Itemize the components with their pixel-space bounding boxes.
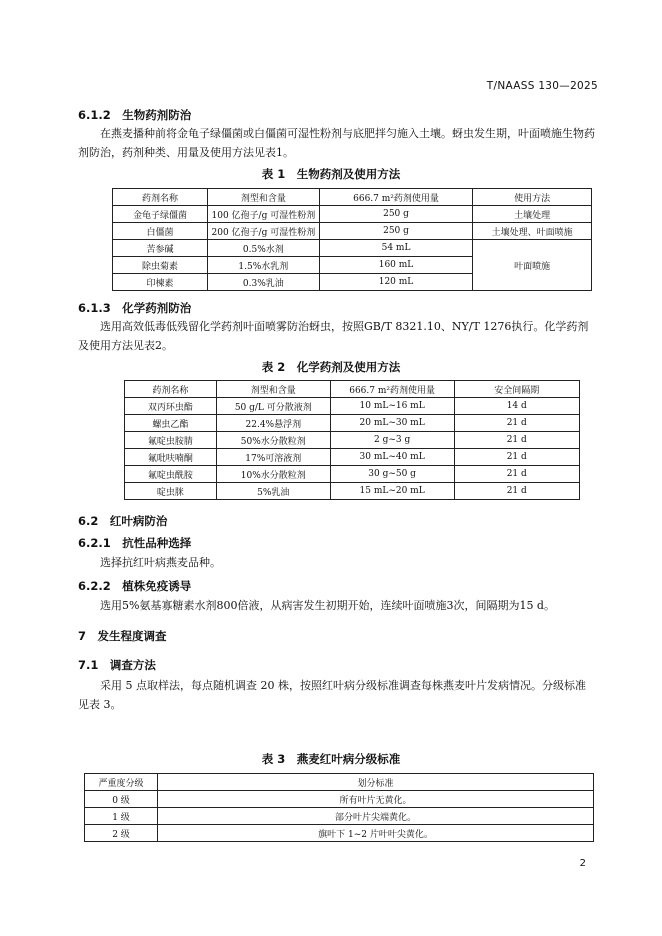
section-paragraph-6-2-1: 选择抗红叶病燕麦品种。 (100, 556, 221, 569)
table-cell: 苦参碱 (113, 240, 208, 257)
table-row (85, 808, 594, 825)
table-cell: 双丙环虫酯 (125, 398, 217, 415)
table1 (112, 188, 592, 291)
table-row (113, 240, 592, 257)
table-cell: 250 g (319, 223, 472, 240)
table-header-cell: 划分标准 (158, 774, 594, 791)
table-header-cell: 剂型和含量 (216, 381, 330, 398)
table-cell: 所有叶片无黄化。 (158, 791, 594, 808)
table-cell: 白僵菌 (113, 223, 208, 240)
section-heading-7: 7 发生程度调查 (78, 629, 167, 643)
section-heading-6-1-2: 6.1.2 生物药剂防治 (78, 108, 192, 122)
table-cell: 氟吡呋喃酮 (125, 449, 217, 466)
table-cell: 30 g~50 g (330, 466, 454, 483)
table-cell: 土壤处理 (473, 206, 592, 223)
table-cell: 21 d (454, 415, 580, 432)
table-header-cell: 666.7 m²药剂使用量 (330, 381, 454, 398)
table-cell: 土壤处理、叶面喷施 (473, 223, 592, 240)
table-row (85, 791, 594, 808)
table-cell: 0 级 (85, 791, 158, 808)
table-cell: 250 g (319, 206, 472, 223)
table-header-cell: 严重度分级 (85, 774, 158, 791)
table-cell: 50 g/L 可分散液剂 (216, 398, 330, 415)
table-cell: 除虫菊素 (113, 257, 208, 274)
table-row (113, 223, 592, 240)
table-header-cell: 安全间隔期 (454, 381, 580, 398)
table-cell: 22.4%悬浮剂 (216, 415, 330, 432)
section-paragraph-7-1: 采用 5 点取样法，每点随机调查 20 株，按照红叶病分级标准调查每株燕麦叶片发病情况。分级标准见表 3。 (78, 679, 586, 711)
table-cell: 50%水分散粒剂 (216, 432, 330, 449)
table-cell: 17%可溶液剂 (216, 449, 330, 466)
table-header-cell: 使用方法 (473, 189, 592, 206)
table2 (124, 380, 580, 500)
table-row (125, 415, 580, 432)
section-paragraph-6-2-2: 选用5%氨基寡糖素水剂800倍液，从病害发生初期开始，连续叶面喷施3次，间隔期为15 d。 (100, 599, 555, 612)
table1-caption: 表 1 生物药剂及使用方法 (261, 167, 401, 181)
table-row (125, 398, 580, 415)
table-cell: 0.5%水剂 (207, 240, 319, 257)
section-paragraph-6-1-3: 选用高效低毒低残留化学药剂叶面喷雾防治蚜虫，按照GB/T 8321.10、NY/T 1276执行。化学药剂及使用方法见表2。 (78, 320, 589, 352)
table-cell: 14 d (454, 398, 580, 415)
section-heading-6-2-1: 6.2.1 抗性品种选择 (78, 536, 192, 550)
table-cell: 200 亿孢子/g 可湿性粉剂 (207, 223, 319, 240)
section-heading-7-1: 7.1 调查方法 (78, 658, 156, 672)
table3 (84, 773, 594, 842)
table-cell-merged: 叶面喷施 (473, 240, 592, 291)
section-paragraph-6-1-2: 在燕麦播种前将金龟子绿僵菌或白僵菌可湿性粉剂与底肥拌匀施入土壤。蚜虫发生期，叶面喷施生物药剂防治，药剂种类、用量及使用方法见表1。 (78, 127, 595, 159)
table-cell: 1 级 (85, 808, 158, 825)
table-header-cell: 药剂名称 (113, 189, 208, 206)
table-cell: 氟啶虫胺腈 (125, 432, 217, 449)
table-cell: 1.5%水乳剂 (207, 257, 319, 274)
table-cell: 21 d (454, 432, 580, 449)
table-cell: 印楝素 (113, 274, 208, 291)
table-cell: 10 mL~16 mL (330, 398, 454, 415)
section-heading-6-2: 6.2 红叶病防治 (78, 514, 168, 528)
table-row (85, 825, 594, 842)
table-cell: 0.3%乳油 (207, 274, 319, 291)
table-header-row (85, 774, 594, 791)
table-cell: 旗叶下 1~2 片叶叶尖黄化。 (158, 825, 594, 842)
table-cell: 20 mL~30 mL (330, 415, 454, 432)
table-cell: 21 d (454, 466, 580, 483)
table-cell: 54 mL (319, 240, 472, 257)
table-cell: 21 d (454, 483, 580, 500)
table-cell: 啶虫脒 (125, 483, 217, 500)
table3-caption: 表 3 燕麦红叶病分级标准 (261, 752, 401, 766)
document-code: T/NAASS 130—2025 (486, 80, 598, 92)
table-cell: 30 mL~40 mL (330, 449, 454, 466)
table-cell: 氟啶虫酰胺 (125, 466, 217, 483)
table-header-cell: 药剂名称 (125, 381, 217, 398)
section-heading-6-2-2: 6.2.2 植株免疫诱导 (78, 579, 192, 593)
table-header-row (125, 381, 580, 398)
table-cell: 10%水分散粒剂 (216, 466, 330, 483)
table-row (113, 206, 592, 223)
table-header-row (113, 189, 592, 206)
section-heading-6-1-3: 6.1.3 化学药剂防治 (78, 301, 192, 315)
table-row (125, 432, 580, 449)
table-cell: 金龟子绿僵菌 (113, 206, 208, 223)
table2-caption: 表 2 化学药剂及使用方法 (261, 360, 401, 374)
table-cell: 100 亿孢子/g 可湿性粉剂 (207, 206, 319, 223)
table-row (125, 466, 580, 483)
table-cell: 5%乳油 (216, 483, 330, 500)
table-cell: 15 mL~20 mL (330, 483, 454, 500)
table-row (125, 449, 580, 466)
table-header-cell: 剂型和含量 (207, 189, 319, 206)
table-cell: 2 级 (85, 825, 158, 842)
table-cell: 部分叶片尖端黄化。 (158, 808, 594, 825)
table-cell: 160 mL (319, 257, 472, 274)
table-row (125, 483, 580, 500)
table-header-cell: 666.7 m²药剂使用量 (319, 189, 472, 206)
table-cell: 120 mL (319, 274, 472, 291)
table-cell: 螺虫乙酯 (125, 415, 217, 432)
page-number: 2 (579, 858, 586, 869)
table-cell: 2 g~3 g (330, 432, 454, 449)
table-cell: 21 d (454, 449, 580, 466)
